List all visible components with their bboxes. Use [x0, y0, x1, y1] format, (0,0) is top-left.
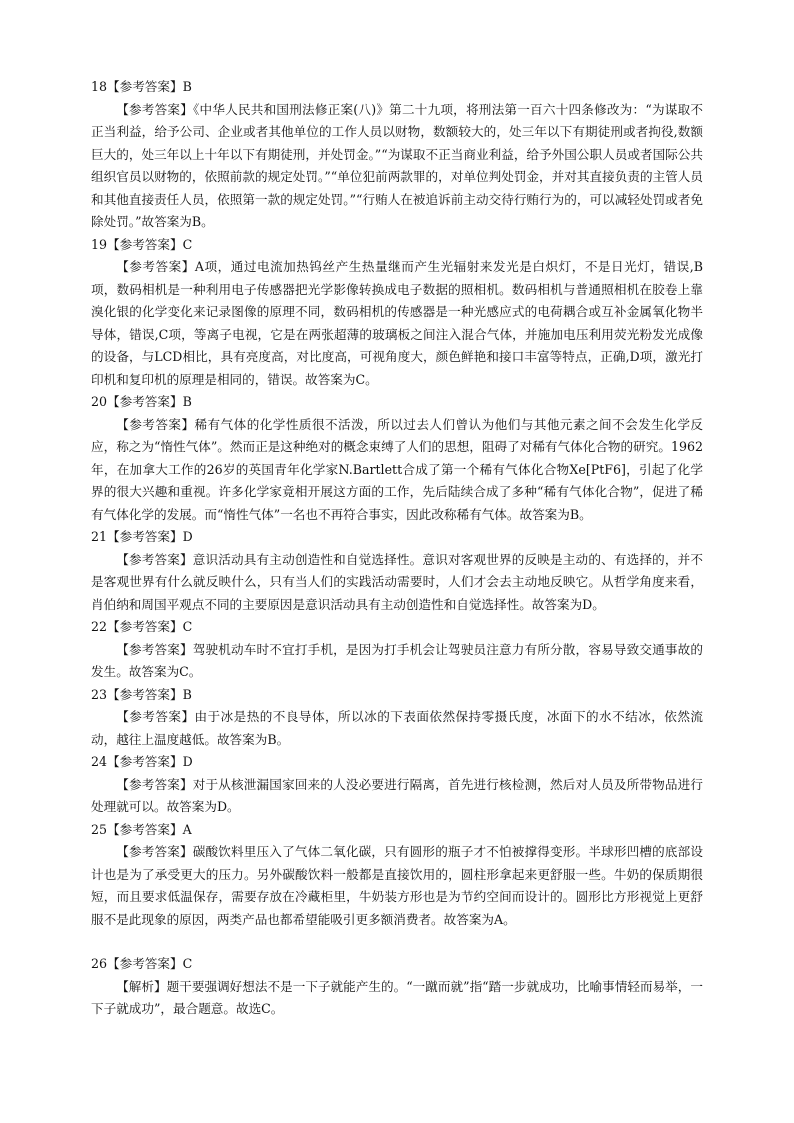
answer-item-21 — [91, 526, 703, 616]
question-number-heading: 19【参考答案】C — [91, 236, 193, 252]
answer-item-18 — [91, 76, 703, 234]
answer-explanation: 【解析】题干要强调好想法不是一下子就能产生的。“一蹴而就”指“踏一步就成功，比喻事情轻而易举，一下子就成功”，最合题意。故选C。 — [91, 978, 703, 1016]
answer-explanation: 【参考答案】《中华人民共和国刑法修正案(八)》第二十九项，将刑法第一百六十四条修改为：“为谋取不正当利益，给予公司、企业或者其他单位的工作人员以财物，数额较大的，处三年以下有期徒刑或者拘役,数额巨大的，处三年以上十年以下有期徒刑，并处罚金。”“为谋取不正当商业利益，给予外国公职人员或者国际公共组织官员以财物的，依照前款的规定处罚。”“单位犯前两款罪的，对单位判处罚金，并对其直接负责的主管人员和其他直接责任人员，依照第一款的规定处罚。”“行贿人在被追诉前主动交待行贿行为的，可以减轻处罚或者免除处罚。”故答案为B。 — [91, 101, 703, 229]
question-number-heading: 20【参考答案】B — [91, 394, 192, 409]
answer-explanation: 【参考答案】意识活动具有主动创造性和自觉选择性。意识对客观世界的反映是主动的、有选择的，并不是客观世界有什么就反映什么，只有当人们的实践活动需要时，人们才会去主动地反映它。从哲学角度来看，肖伯纳和周国平观点不同的主要原因是意识活动具有主动创造性和自觉选择性。故答案为D。 — [91, 551, 703, 612]
answer-explanation: 【参考答案】稀有气体的化学性质很不活泼，所以过去人们曾认为他们与其他元素之间不会发生化学反应，称之为“惰性气体”。然而正是这种绝对的概念束缚了人们的思想，阻碍了对稀有气体化合物的研究。1962年，在加拿大工作的26岁的英国青年化学家N.Bartlett合成了第一个稀有气体化合物Xe[PtF6]，引起了化学界的很大兴趣和重视。许多化学家竟相开展这方面的工作，先后陆续合成了多种“稀有气体化合物”，促进了稀有气体化学的发展。而“惰性气体”一名也不再符合事实，因此改称稀有气体。故答案为B。 — [91, 416, 703, 522]
answer-item-19 — [91, 234, 703, 392]
answer-explanation: 【参考答案】对于从核泄漏国家回来的人没必要进行隔离，首先进行核检测，然后对人员及所带物品进行处理就可以。故答案为D。 — [91, 776, 703, 814]
answer-explanation: 【参考答案】驾驶机动车时不宜打手机，是因为打手机会让驾驶员注意力有所分散，容易导致交通事故的发生。故答案为C。 — [91, 641, 703, 679]
answer-item-23 — [91, 684, 703, 752]
question-number-heading: 25【参考答案】A — [91, 821, 192, 837]
question-number-heading: 18【参考答案】B — [91, 79, 192, 94]
answer-explanation: 【参考答案】由于冰是热的不良导体，所以冰的下表面依然保持零摄氏度，冰面下的水不结冰，依然流动，越往上温度越低。故答案为B。 — [91, 709, 703, 747]
question-number-heading: 21【参考答案】D — [91, 529, 193, 544]
blank-line-spacer — [91, 931, 703, 953]
answer-item-25 — [91, 819, 703, 932]
question-number-heading: 26【参考答案】C — [91, 956, 193, 971]
answer-explanation: 【参考答案】碳酸饮料里压入了气体二氧化碳，只有圆形的瓶子才不怕被撑得变形。半球形凹槽的底部设计也是为了承受更大的压力。另外碳酸饮料一般都是直接饮用的，圆柱形拿起来更舒服一些。牛奶的保质期很短，而且要求低温保存，需要存放在冷藏柜里，牛奶装方形也是为节约空间而设计的。圆形比方形视觉上更舒服不是此现象的原因，两类产品也都希望能吸引更多额消费者。故答案为A。 — [91, 844, 703, 927]
answer-item-20 — [91, 391, 703, 526]
answer-explanation: 【参考答案】A项，通过电流加热钨丝产生热量继而产生光辐射来发光是白炽灯，不是日光灯，错误,B项，数码相机是一种利用电子传感器把光学影像转换成电子数据的照相机。数码相机与普通照相机在胶卷上靠溴化银的化学变化来记录图像的原理不同，数码相机的传感器是一种光感应式的电荷耦合或互补金属氧化物半导体，错误,C项，等离子电视，它是在两张超薄的玻璃板之间注入混合气体，并施加电压利用荧光粉发光成像的设备，与LCD相比，具有亮度高，对比度高，可视角度大，颜色鲜艳和接口丰富等特点，正确,D项，激光打印机和复印机的原理是相同的，错误。故答案为C。 — [91, 259, 703, 387]
question-number-heading: 22【参考答案】C — [91, 619, 193, 634]
answer-item-24 — [91, 751, 703, 819]
question-number-heading: 23【参考答案】B — [91, 686, 192, 702]
answer-page — [91, 76, 703, 1021]
question-number-heading: 24【参考答案】D — [91, 754, 193, 769]
answer-item-26 — [91, 953, 703, 1021]
answer-item-22 — [91, 616, 703, 684]
